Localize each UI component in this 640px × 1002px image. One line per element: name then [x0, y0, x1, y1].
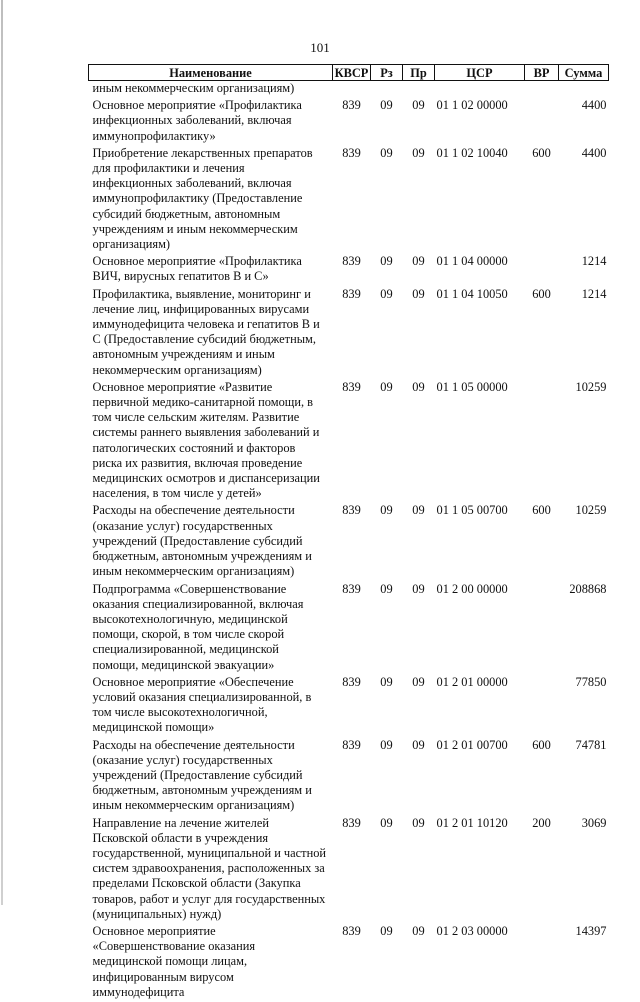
cell-kvsr: 839 — [342, 379, 361, 394]
cell-name: Профилактика, выявление, мониторинг и лечение лиц, инфицированных вирусами иммунодефицита человека и гепатитов В и С (Предоставление субсидий бюджетным, автономным учреждениям и иным некоммерческим организациям) — [92, 286, 320, 377]
cell-kvsr: 839 — [342, 815, 361, 830]
table-body — [89, 81, 609, 1002]
cell-vr: 600 — [532, 145, 551, 160]
cell-rz: 09 — [380, 503, 393, 518]
cell-pr: 09 — [412, 254, 425, 269]
cell-pr — [403, 81, 435, 99]
table-row — [89, 738, 609, 816]
cell-rz: 09 — [380, 145, 393, 160]
cell-sum: 3069 — [581, 815, 607, 830]
cell-vr: 600 — [532, 286, 551, 301]
header-csr: ЦСР — [435, 65, 525, 81]
cell-csr: 01 2 01 00000 — [436, 674, 508, 689]
cell-kvsr: 839 — [342, 674, 361, 689]
cell-name: Основное мероприятие «Профилактика ВИЧ, вирусных гепатитов В и С» — [92, 254, 302, 284]
cell-name: Основное мероприятие «Профилактика инфекционных заболеваний, включая иммунопрофилактику» — [92, 98, 302, 143]
cell-pr: 09 — [412, 98, 425, 113]
cell-pr: 09 — [412, 815, 425, 830]
cell-name: Расходы на обеспечение деятельности (оказание услуг) государственных учреждений (Предоставление субсидий бюджетным, автономным учреждениям и иным некоммерческим организациям) — [92, 503, 312, 579]
cell-csr: 01 1 04 00000 — [436, 254, 508, 269]
table-row — [89, 503, 609, 581]
cell-vr — [525, 924, 559, 1002]
cell-name: Основное мероприятие «Совершенствование оказания медицинской помощи лицам, инфицированным вирусом иммунодефицита — [92, 923, 256, 999]
header-pr: Пр — [403, 65, 435, 81]
cell-pr: 09 — [412, 145, 425, 160]
cell-kvsr: 839 — [342, 145, 361, 160]
cell-rz: 09 — [380, 815, 393, 830]
cell-pr: 09 — [412, 737, 425, 752]
cell-csr: 01 2 03 00000 — [436, 923, 508, 938]
header-sum: Сумма — [559, 65, 609, 81]
cell-rz: 09 — [380, 379, 393, 394]
cell-pr: 09 — [412, 286, 425, 301]
cell-vr: 600 — [532, 737, 551, 752]
cell-csr: 01 2 01 00700 — [436, 737, 508, 752]
table-header-row — [89, 65, 609, 81]
cell-kvsr: 839 — [342, 286, 361, 301]
cell-sum: 1214 — [581, 254, 607, 269]
cell-vr — [525, 582, 559, 675]
table-row — [89, 675, 609, 738]
cell-name: Основное мероприятие «Обеспечение условий оказания специализированной, в том числе высокотехнологичной, медицинской помощи» — [92, 674, 312, 735]
cell-sum: 4400 — [581, 145, 607, 160]
cell-sum — [559, 81, 609, 99]
table-row — [89, 98, 609, 146]
cell-name: иным некоммерческим организациям) — [92, 81, 295, 95]
cell-sum: 10259 — [575, 503, 607, 518]
cell-csr: 01 1 02 00000 — [436, 98, 508, 113]
table-row — [89, 924, 609, 1002]
cell-vr — [525, 380, 559, 504]
cell-name: Направление на лечение жителей Псковской области в учреждения государственной, муниципальной и частной систем здравоохранения, расположенных за пределами Псковской области (Закупка товаров, работ и услуг для государственных (муниципальных) нужд) — [92, 815, 327, 921]
cell-pr: 09 — [412, 503, 425, 518]
cell-sum: 14397 — [575, 923, 607, 938]
table-row — [89, 582, 609, 675]
header-kvsr: КВСР — [333, 65, 371, 81]
cell-vr — [525, 254, 559, 286]
header-rz: Рз — [371, 65, 403, 81]
cell-name: Основное мероприятие «Развитие первичной медико-санитарной помощи, в том числе сельским жителям. Развитие системы раннего выявления заболеваний и патологических состояний и факторов риска их развития, включая проведение медицинских осмотров и диспансеризации населения, в том числе у детей» — [92, 379, 320, 501]
cell-pr: 09 — [412, 581, 425, 596]
cell-name: Подпрограмма «Совершенствование оказания специализированной, включая высокотехнологичную, медицинской помощи, скорой, в том числе скорой специализированной, медицинской помощи, медицинской эвакуации» — [92, 581, 304, 672]
cell-sum: 77850 — [575, 674, 607, 689]
cell-pr: 09 — [412, 379, 425, 394]
cell-vr — [525, 98, 559, 146]
cell-vr: 200 — [532, 815, 551, 830]
cell-kvsr: 839 — [342, 737, 361, 752]
cell-csr: 01 2 00 00000 — [436, 581, 508, 596]
header-name: Наименование — [89, 65, 333, 81]
cell-rz: 09 — [380, 581, 393, 596]
table-row — [89, 81, 609, 99]
cell-name: Расходы на обеспечение деятельности (оказание услуг) государственных учреждений (Предоставление субсидий бюджетным, автономным учреждениям и иным некоммерческим организациям) — [92, 737, 312, 813]
cell-sum: 4400 — [581, 98, 607, 113]
cell-kvsr: 839 — [342, 503, 361, 518]
cell-kvsr: 839 — [342, 98, 361, 113]
cell-csr: 01 2 01 10120 — [436, 815, 508, 830]
cell-rz: 09 — [380, 923, 393, 938]
cell-sum: 74781 — [575, 737, 607, 752]
cell-kvsr: 839 — [342, 923, 361, 938]
table-row — [89, 146, 609, 254]
page-number: 101 — [310, 40, 330, 55]
header-vr: ВР — [525, 65, 559, 81]
cell-vr — [525, 81, 559, 99]
cell-pr: 09 — [412, 674, 425, 689]
cell-vr — [525, 675, 559, 738]
cell-sum: 208868 — [569, 581, 607, 596]
cell-csr: 01 1 04 10050 — [436, 286, 508, 301]
cell-pr: 09 — [412, 923, 425, 938]
table-row — [89, 254, 609, 286]
cell-kvsr: 839 — [342, 254, 361, 269]
cell-csr: 01 1 05 00000 — [436, 379, 508, 394]
cell-rz: 09 — [380, 286, 393, 301]
cell-rz: 09 — [380, 254, 393, 269]
cell-rz: 09 — [380, 98, 393, 113]
cell-kvsr — [333, 81, 371, 99]
table-row — [89, 816, 609, 924]
cell-sum: 10259 — [575, 379, 607, 394]
budget-table — [88, 64, 609, 1002]
cell-rz: 09 — [380, 737, 393, 752]
page-edge — [1, 0, 3, 905]
cell-rz: 09 — [380, 674, 393, 689]
cell-rz — [371, 81, 403, 99]
cell-csr — [435, 81, 525, 99]
table-row — [89, 287, 609, 380]
cell-vr: 600 — [532, 503, 551, 518]
cell-sum: 1214 — [581, 286, 607, 301]
cell-kvsr: 839 — [342, 581, 361, 596]
table-row — [89, 380, 609, 504]
cell-csr: 01 1 02 10040 — [436, 145, 508, 160]
cell-name: Приобретение лекарственных препаратов для профилактики и лечения инфекционных заболеваний, включая иммунопрофилактику (Предоставление субсидий бюджетным, автономным учреждениям и иным некоммерческим организациям) — [92, 145, 313, 252]
cell-csr: 01 1 05 00700 — [436, 503, 508, 518]
